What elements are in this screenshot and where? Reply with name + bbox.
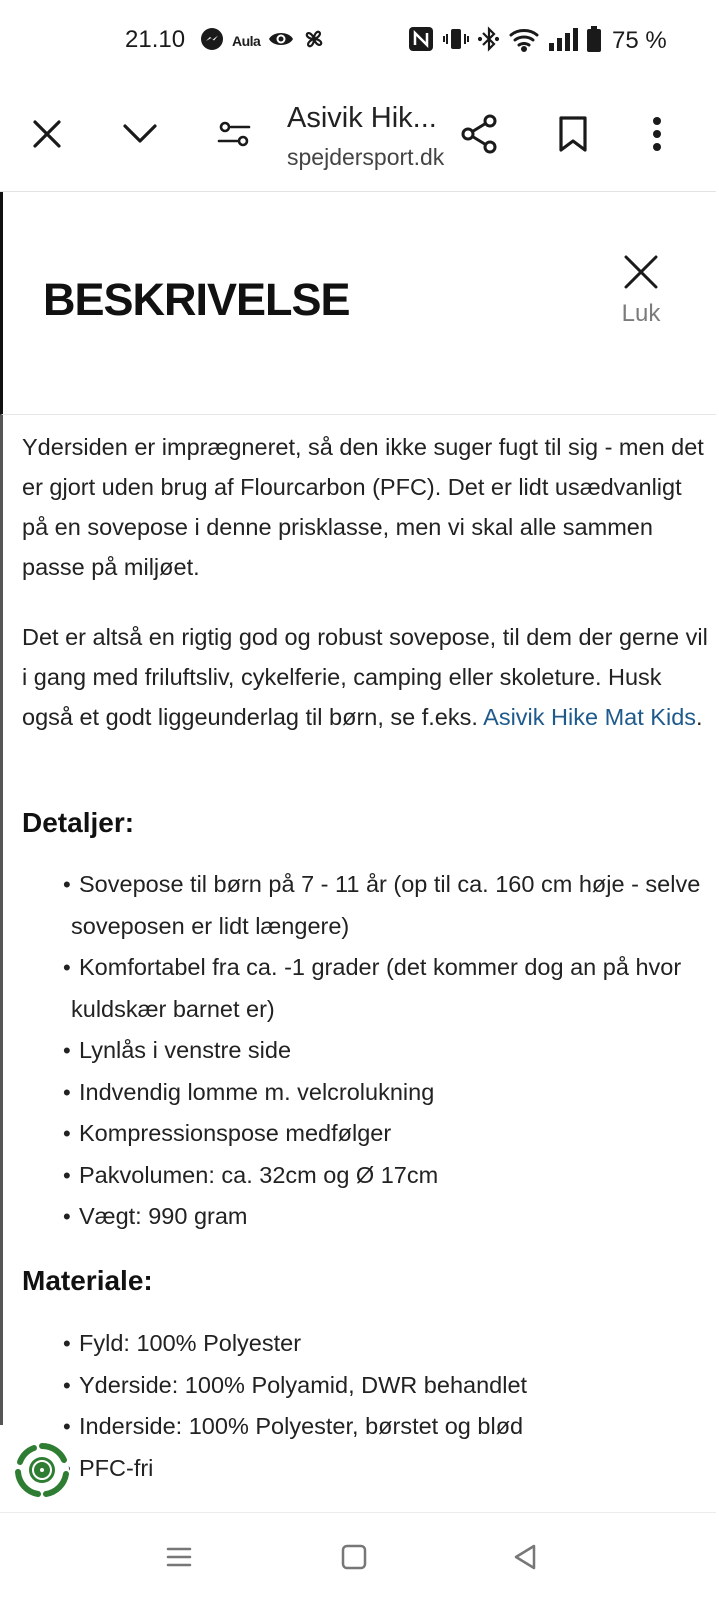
chevron-down-icon	[122, 123, 158, 145]
list-item: • Fyld: 100% Polyester	[3, 1323, 719, 1365]
page-domain[interactable]: spejdersport.dk	[287, 144, 445, 170]
more-options-button[interactable]	[633, 110, 681, 158]
bookmark-button[interactable]	[549, 110, 597, 158]
more-vert-icon	[652, 116, 662, 152]
close-tab-button[interactable]	[23, 110, 71, 158]
close-description-button[interactable]	[605, 250, 677, 332]
system-nav-bar	[0, 1512, 716, 1600]
page-title[interactable]: Asivik Hik...	[287, 102, 437, 134]
eye-icon	[268, 28, 294, 55]
paragraph-1: Ydersiden er imprægneret, så den ikke suger fugt til sig - men det er gjort uden brug af Flourcarbon (PFC). Det er lidt usædvanligt på en sovepose i denne prisklasse, men vi skal alle sammen passe på miljøet.	[22, 434, 704, 580]
wifi-icon	[509, 27, 539, 56]
paragraph-2-end: .	[696, 704, 703, 730]
recycle-icon	[12, 1440, 72, 1500]
list-item: • Pakvolumen: ca. 32cm og Ø 17cm	[3, 1155, 719, 1197]
description-content	[0, 415, 716, 1481]
description-header	[0, 192, 716, 415]
battery-percentage: 75 %	[612, 27, 667, 54]
paragraph-2-text: Det er altså en rigtig god og robust sovepose, til dem der gerne vil i gang med friluftsliv, cykelferie, camping eller skoleture. Husk også et godt liggeunderlag til børn, se f.eks.	[22, 624, 708, 730]
back-button[interactable]	[503, 1535, 547, 1579]
list-item: • Sovepose til børn på 7 - 11 år (op til ca. 160 cm høje - selve soveposen er lidt længere)	[3, 864, 719, 947]
recent-apps-icon	[166, 1546, 192, 1568]
minimize-button[interactable]	[116, 110, 164, 158]
asivik-hike-mat-link[interactable]: Asivik Hike Mat Kids	[483, 704, 697, 730]
bookmark-icon	[558, 115, 588, 153]
battery-icon	[587, 26, 601, 57]
list-item: • PFC-fri	[3, 1448, 719, 1490]
list-item: • Inderside: 100% Polyester, børstet og blød	[3, 1406, 719, 1448]
status-bar	[0, 0, 716, 84]
material-list	[3, 1323, 719, 1489]
details-list	[3, 864, 719, 1238]
list-item: • Vægt: 990 gram	[3, 1196, 719, 1238]
share-button[interactable]	[455, 110, 503, 158]
nfc-icon	[408, 26, 434, 57]
list-item: • Kompressionspose medfølger	[3, 1113, 719, 1155]
home-button[interactable]	[332, 1535, 376, 1579]
messenger-icon	[200, 27, 224, 56]
site-settings-icon	[217, 119, 251, 149]
home-icon	[341, 1544, 367, 1570]
browser-toolbar	[0, 84, 716, 192]
back-icon	[512, 1543, 538, 1571]
share-icon	[459, 114, 499, 154]
signal-icon	[548, 27, 578, 56]
fan-icon	[302, 27, 326, 56]
status-time: 21.10	[125, 26, 186, 53]
bluetooth-icon	[478, 26, 500, 57]
aula-icon: Aula	[232, 33, 261, 49]
close-icon	[623, 254, 659, 290]
recent-apps-button[interactable]	[157, 1535, 201, 1579]
close-icon	[31, 118, 63, 150]
list-item: • Indvendig lomme m. velcrolukning	[3, 1072, 719, 1114]
list-item: • Lynlås i venstre side	[3, 1030, 719, 1072]
description-title: BESKRIVELSE	[43, 274, 350, 325]
vibrate-icon	[443, 26, 469, 57]
site-settings-button[interactable]	[210, 110, 258, 158]
paragraph-2	[22, 617, 712, 737]
close-label: Luk	[621, 300, 661, 327]
list-item: • Yderside: 100% Polyamid, DWR behandlet	[3, 1365, 719, 1407]
recycle-badge-button[interactable]	[12, 1440, 72, 1500]
list-item: • Komfortabel fra ca. -1 grader (det kommer dog an på hvor kuldskær barnet er)	[3, 947, 719, 1030]
details-heading: Detaljer:	[22, 807, 135, 838]
material-heading: Materiale:	[22, 1265, 153, 1296]
